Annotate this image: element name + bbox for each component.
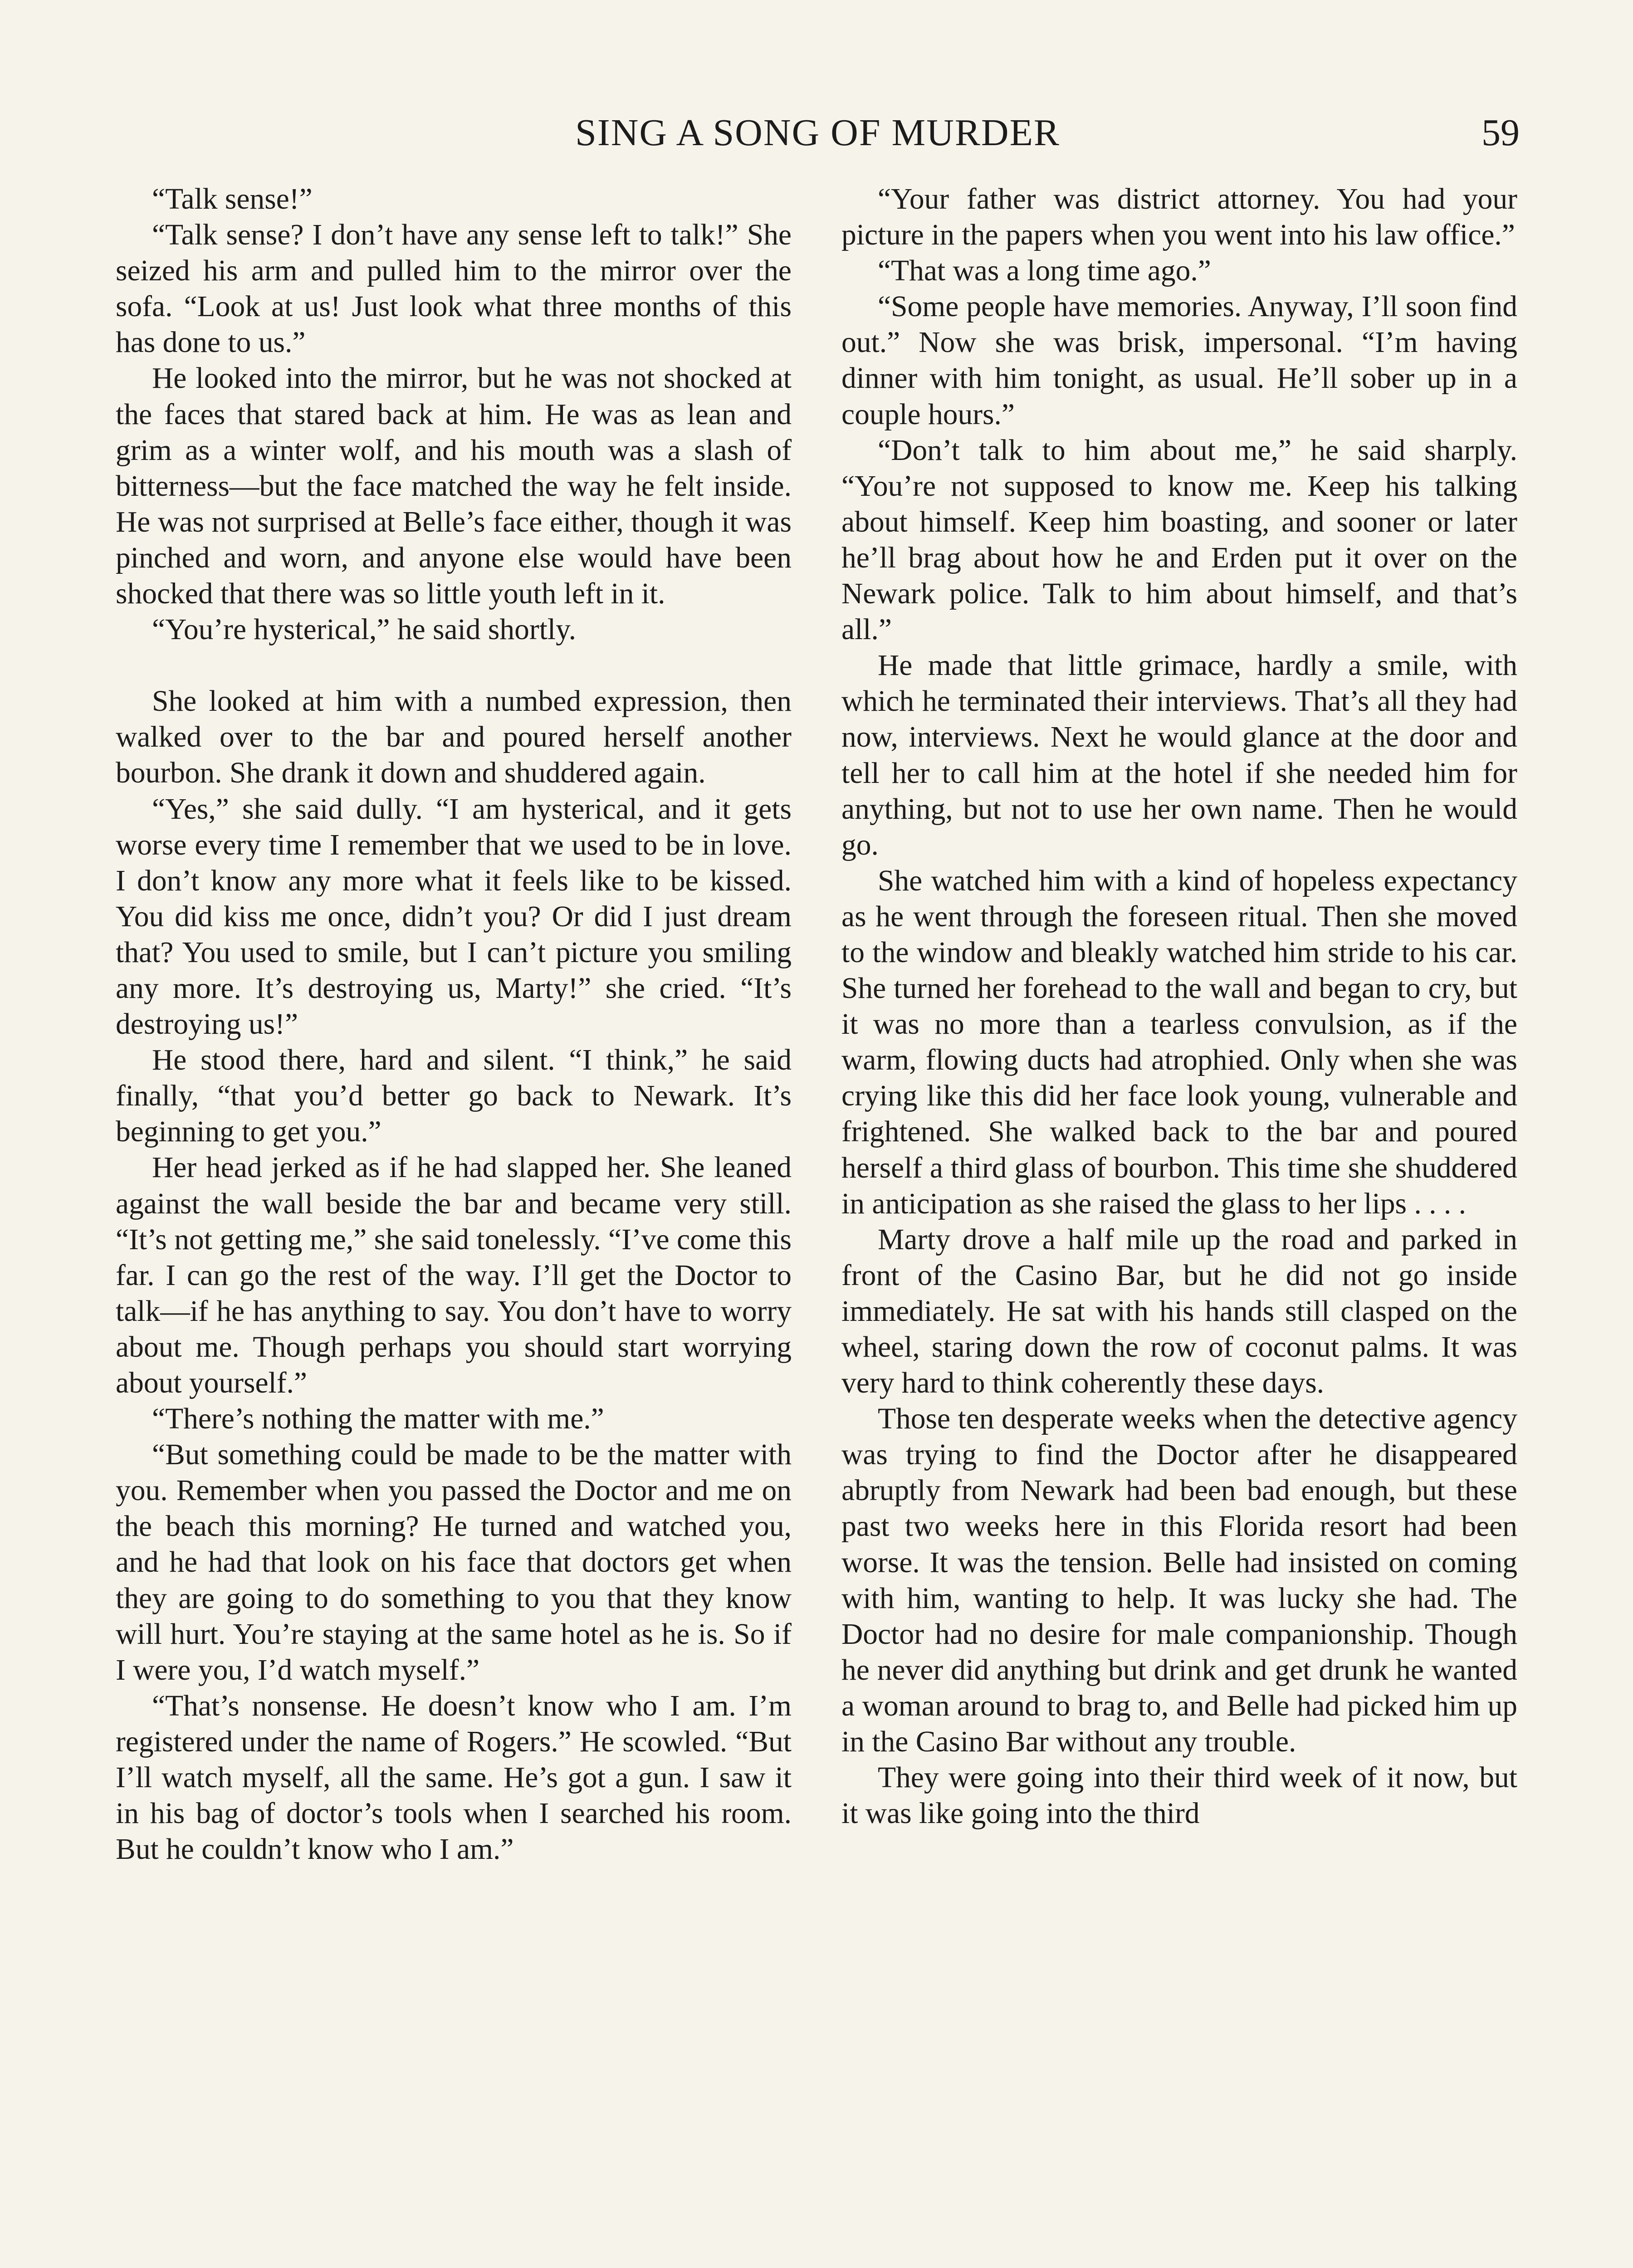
right-column [841, 181, 1517, 1832]
paragraph: “Some people have memories. Anyway, I’ll soon find out.” Now she was brisk, impersonal. “I’m having dinner with him tonight, as usual. He’ll sober up in a couple hours.” [841, 290, 1517, 431]
paragraph: Her head jerked as if he had slapped her. She leaned against the wall beside the bar and became very still. “It’s not getting me,” she said tonelessly. “I’ve come this far. I can go the rest of the way. I’ll get the Doctor to talk—if he has anything to say. You don’t have to worry about me. Though perhaps you should start worrying about yourself.” [116, 1151, 792, 1399]
page-header [116, 108, 1520, 158]
paragraph: She watched him with a kind of hopeless expectancy as he went through the foreseen ritual. Then she moved to the window and bleakly watched him stride to his car. She turned her forehead to the wall and began to cry, but it was no more than a tearless convulsion, as if the warm, flowing ducts had atrophied. Only when she was crying like this did her face look young, vulnerable and frightened. She walked back to the bar and poured herself a third glass of bourbon. This time she shuddered in anticipation as she raised the glass to her lips . . . . [841, 864, 1517, 1220]
paragraph: They were going into their third week of it now, but it was like going into the third [841, 1761, 1517, 1830]
paragraph: “Yes,” she said dully. “I am hysterical, and it gets worse every time I remember that we used to be in love. I don’t know any more what it feels like to be kissed. You did kiss me once, didn’t you? Or did I just dream that? You used to smile, but I can’t picture you smiling any more. It’s destroying us, Marty!” she cried. “It’s destroying us!” [116, 792, 792, 1041]
paragraph: “Don’t talk to him about me,” he said sharply. “You’re not supposed to know me. Keep his talking about himself. Keep him boasting, and sooner or later he’ll brag about how he and Erden put it over on the Newark police. Talk to him about himself, and that’s all.” [841, 434, 1517, 646]
page-number: 59 [1481, 112, 1520, 154]
paragraph: “But something could be made to be the matter with you. Remember when you passed the Doctor and me on the beach this morning? He turned and watched you, and he had that look on his face that doctors get when they are going to do something to you that they know will hurt. You’re staying at the same hotel as he is. So if I were you, I’d watch myself.” [116, 1438, 792, 1686]
paragraph: “That’s nonsense. He doesn’t know who I am. I’m registered under the name of Rogers.” He scowled. “But I’ll watch myself, all the same. He’s got a gun. I saw it in his bag of doctor’s tools when I searched his room. But he couldn’t know who I am.” [116, 1689, 792, 1866]
paragraph: She looked at him with a numbed expression, then walked over to the bar and poured herself another bourbon. She drank it down and shuddered again. [116, 685, 792, 790]
running-title: SING A SONG OF MURDER [575, 112, 1060, 154]
paragraph: “Talk sense? I don’t have any sense left to talk!” She seized his arm and pulled him to the mirror over the sofa. “Look at us! Just look what three months of this has done to us.” [116, 219, 792, 359]
paragraph: Those ten desperate weeks when the detective agency was trying to find the Doctor after he disappeared abruptly from Newark had been bad enough, but these past two weeks here in this Florida resort had been worse. It was the tension. Belle had insisted on coming with him, wanting to help. It was lucky she had. The Doctor had no desire for male companionship. Though he never did anything but drink and get drunk he wanted a woman around to brag to, and Belle had picked him up in the Casino Bar without any trouble. [841, 1403, 1517, 1759]
paragraph: He stood there, hard and silent. “I think,” he said finally, “that you’d better go back to Newark. It’s beginning to get you.” [116, 1044, 792, 1149]
paragraph: “You’re hysterical,” he said shortly. [152, 613, 576, 646]
paragraph: “That was a long time ago.” [878, 254, 1211, 288]
paragraph: “Talk sense!” [152, 183, 313, 215]
paragraph: “Your father was district attorney. You had your picture in the papers when you went into his law office.” [841, 183, 1517, 252]
paragraph: He made that little grimace, hardly a smile, with which he terminated their interviews. That’s all they had now, interviews. Next he would glance at the door and tell her to call him at the hotel if she needed him for anything, but not to use her own name. Then he would go. [841, 649, 1517, 861]
left-column [116, 181, 792, 1867]
paragraph: Marty drove a half mile up the road and parked in front of the Casino Bar, but he did not go inside immediately. He sat with his hands still clasped on the wheel, staring down the row of coconut palms. It was very hard to think coherently these days. [841, 1223, 1517, 1400]
paragraph: “There’s nothing the matter with me.” [152, 1403, 604, 1436]
paragraph: He looked into the mirror, but he was not shocked at the faces that stared back at him. He was as lean and grim as a winter wolf, and his mouth was a slash of bitterness—but the face matched the way he felt inside. He was not surprised at Belle’s face either, though it was pinched and worn, and anyone else would have been shocked that there was so little youth left in it. [116, 362, 792, 611]
